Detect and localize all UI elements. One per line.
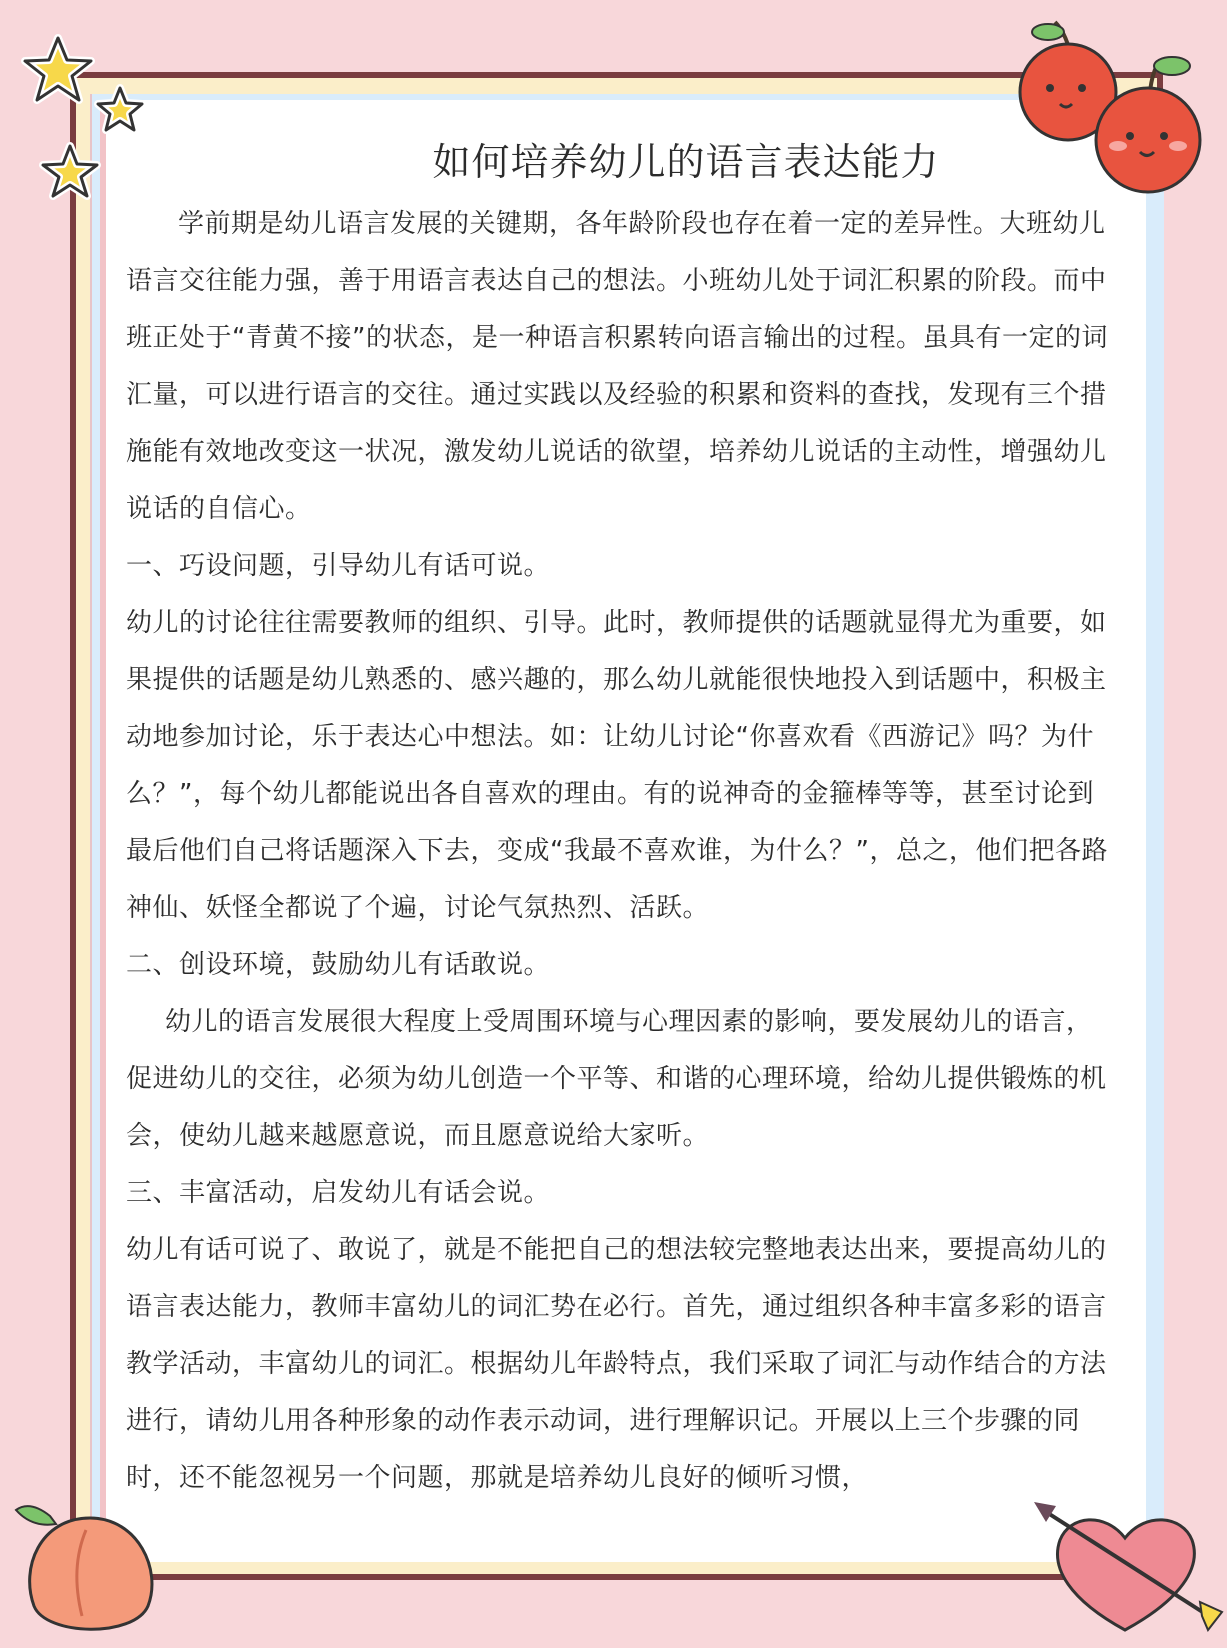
section-body-3: 幼儿有话可说了、敢说了，就是不能把自己的想法较完整地表达出来，要提高幼儿的语言表达能力，教师丰富幼儿的词汇势在必行。首先，通过组织各种丰富多彩的语言教学活动，丰富幼儿的词汇。根据幼儿年龄特点，我们采取了词汇与动作结合的方法进行，请幼儿用各种形象的动作表示动词，进行理解识记。开展以上三个步骤的同时，还不能忽视另一个问题，那就是培养幼儿良好的倾听习惯，	[126, 1235, 1107, 1493]
section-body-2: 幼儿的语言发展很大程度上受周围环境与心理因素的影响，要发展幼儿的语言，促进幼儿的交往，必须为幼儿创造一个平等、和谐的心理环境，给幼儿提供锻炼的机会，使幼儿越来越愿意说，而且愿意说给大家听。	[126, 1007, 1107, 1151]
section-heading-2: 二、创设环境，鼓励幼儿有话敢说。	[126, 950, 551, 980]
section-heading-1: 一、巧设问题，引导幼儿有话可说。	[126, 551, 551, 581]
section-body-1: 幼儿的讨论往往需要教师的组织、引导。此时，教师提供的话题就显得尤为重要，如果提供的话题是幼儿熟悉的、感兴趣的，那么幼儿就能很快地投入到话题中，积极主动地参加讨论，乐于表达心中想法。如：让幼儿讨论“你喜欢看《西游记》吗？为什么？”，每个幼儿都能说出各自喜欢的理由。有的说神奇的金箍棒等等，甚至讨论到最后他们自己将话题深入下去，变成“我最不喜欢谁，为什么？”，总之，他们把各路神仙、妖怪全都说了个遍，讨论气氛热烈、活跃。	[126, 608, 1108, 923]
intro-paragraph: 学前期是幼儿语言发展的关键期，各年龄阶段也存在着一定的差异性。大班幼儿语言交往能力强，善于用语言表达自己的想法。小班幼儿处于词汇积累的阶段。而中班正处于“青黄不接”的状态，是一种语言积累转向语言输出的过程。虽具有一定的词汇量，可以进行语言的交往。通过实践以及经验的积累和资料的查找，发现有三个措施能有效地改变这一状况，激发幼儿说话的欲望，培养幼儿说话的主动性，增强幼儿说话的自信心。	[126, 209, 1108, 524]
article	[126, 132, 1116, 1507]
stars-icon	[18, 30, 148, 200]
apples-icon	[1010, 12, 1215, 202]
section-heading-3: 三、丰富活动，启发幼儿有话会说。	[126, 1178, 551, 1208]
heart-arrow-icon	[1030, 1490, 1225, 1645]
article-title: 如何培养幼儿的语言表达能力	[432, 140, 940, 184]
peach-icon	[10, 1488, 170, 1643]
